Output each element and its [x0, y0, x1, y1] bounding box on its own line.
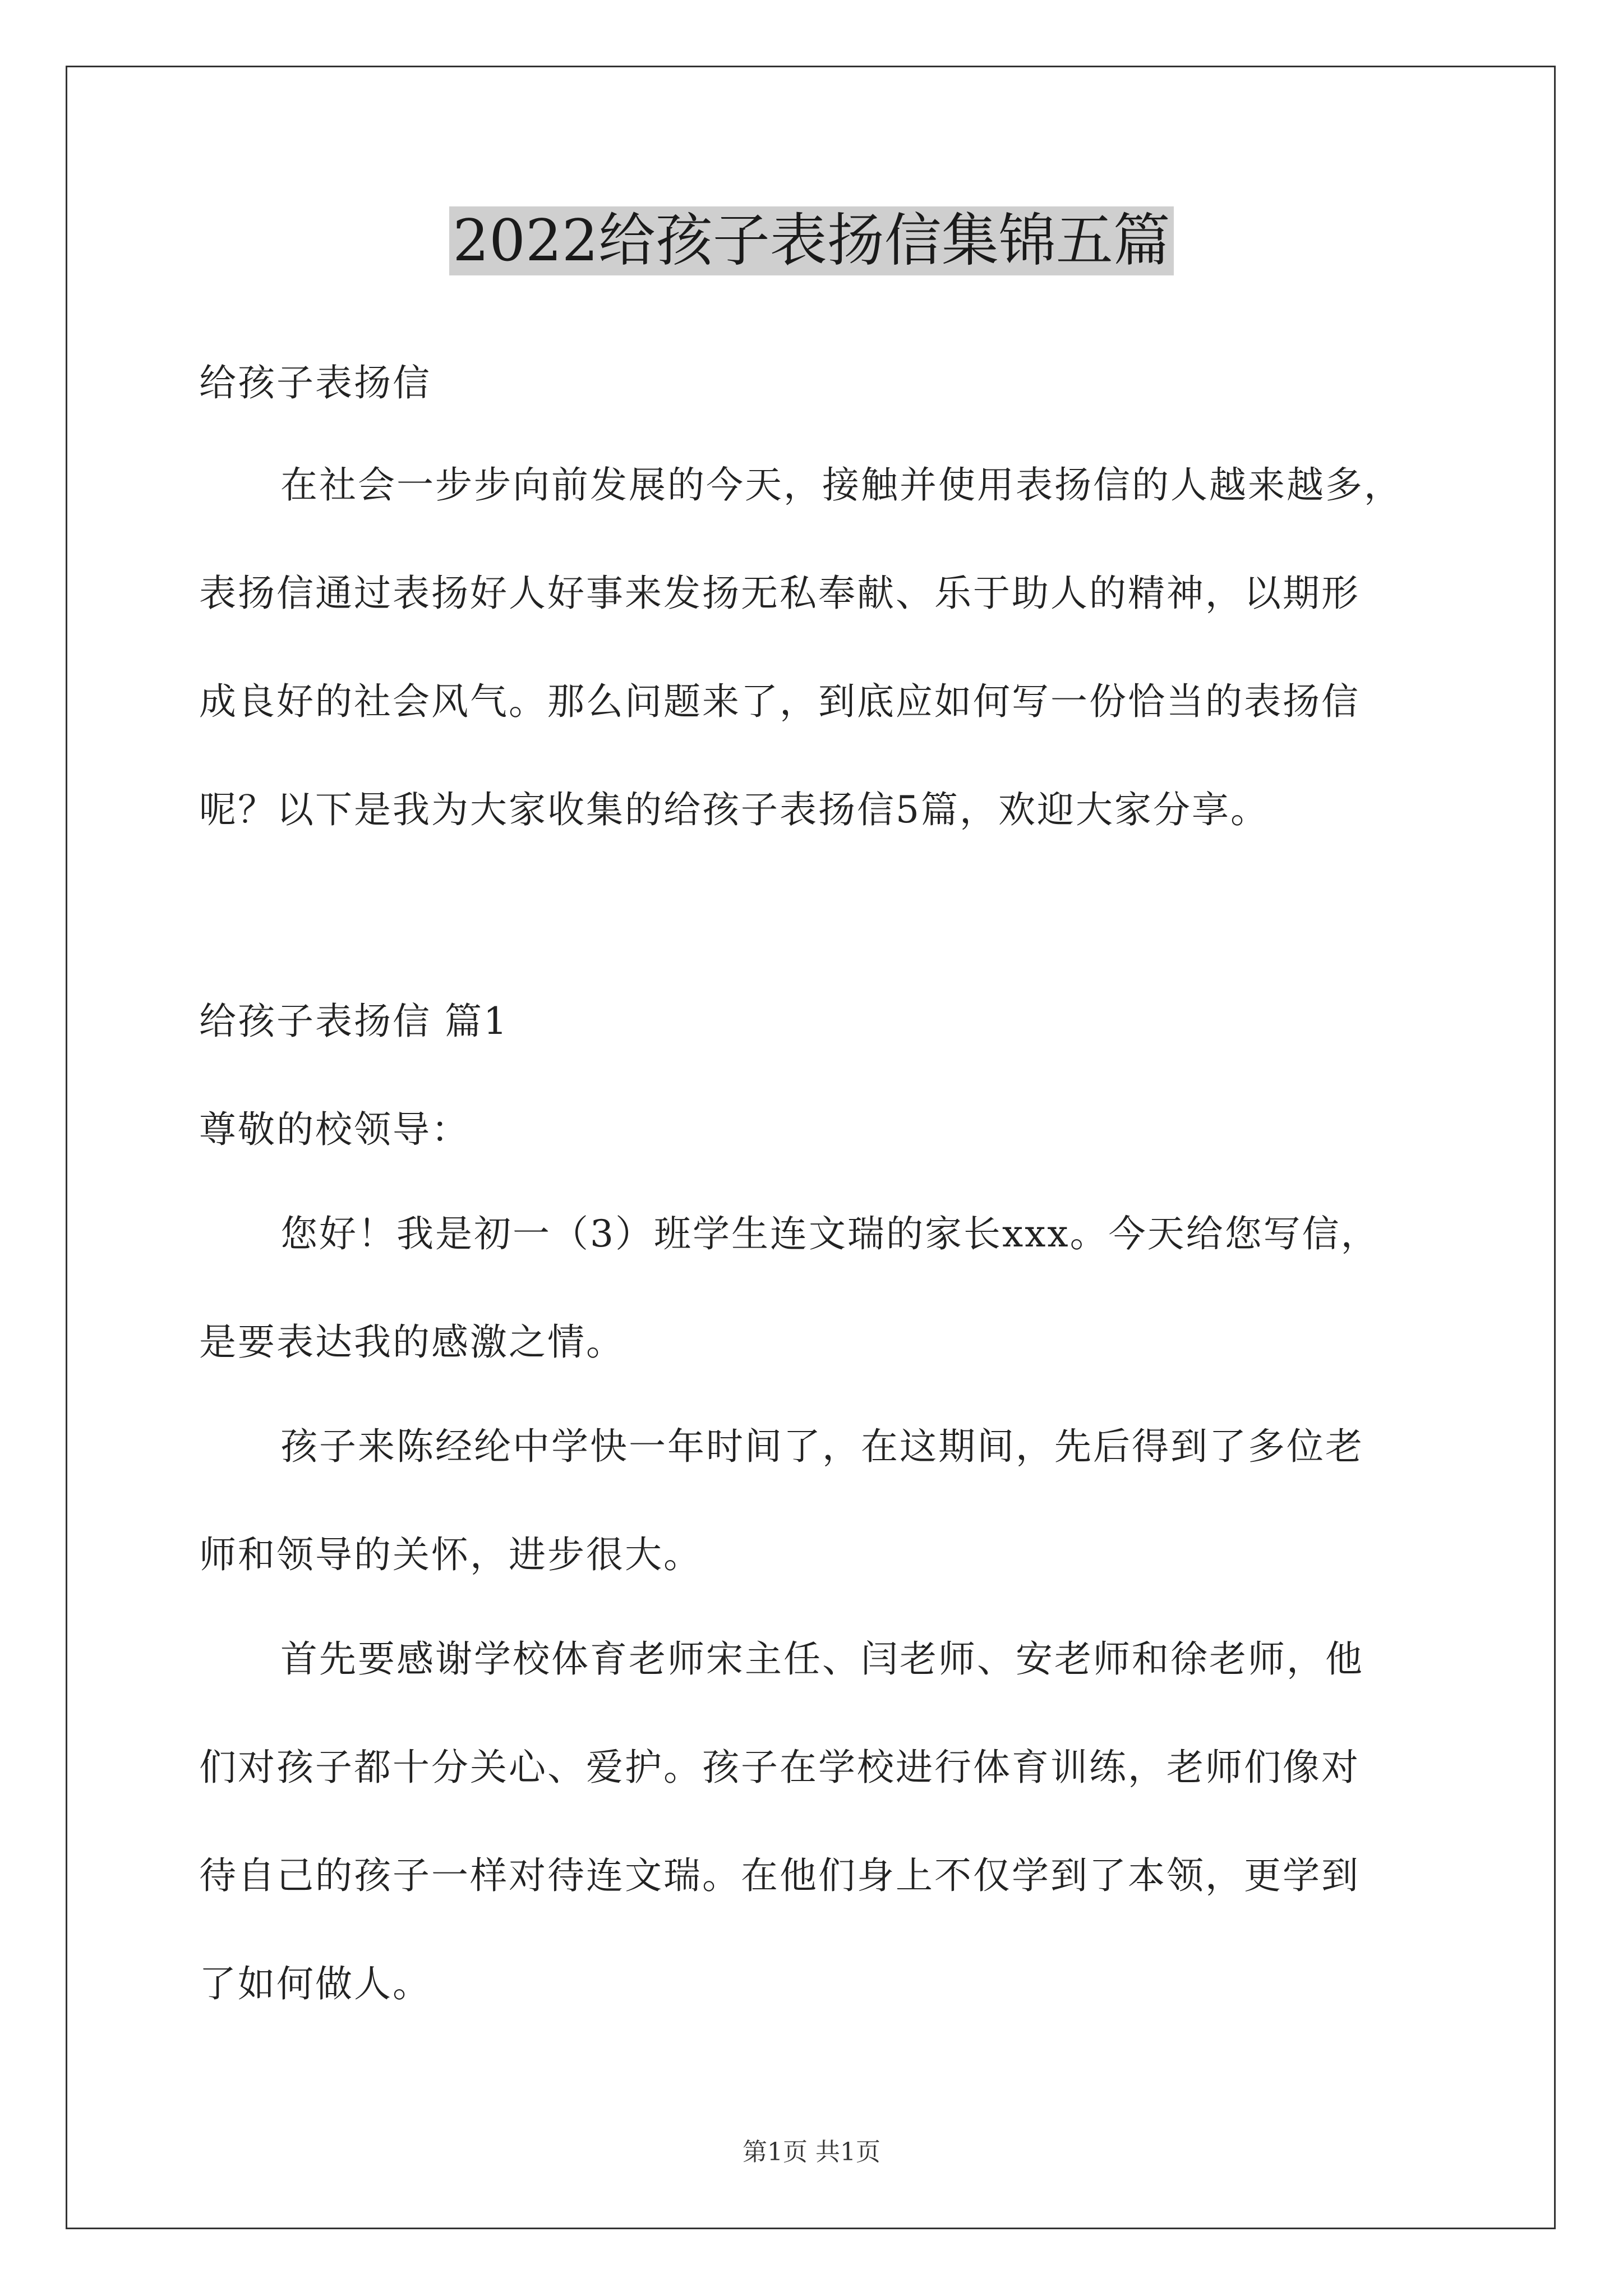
salutation: 尊敬的校领导：	[199, 1108, 470, 1151]
paragraph-line: 孩子来陈经纶中学快一年时间了，在这期间，先后得到了多位老	[280, 1425, 1364, 1468]
document-title: 2022给孩子表扬信集锦五篇	[0, 202, 1623, 280]
paragraph-line: 表扬信通过表扬好人好事来发扬无私奉献、乐于助人的精神，以期形	[199, 572, 1360, 615]
paragraph-line: 在社会一步步向前发展的今天，接触并使用表扬信的人越来越多，	[280, 463, 1403, 507]
paragraph-line: 您好！我是初一（3）班学生连文瑞的家长xxx。今天给您写信，	[280, 1212, 1380, 1255]
paragraph-line: 是要表达我的感激之情。	[199, 1320, 625, 1364]
paragraph-line: 首先要感谢学校体育老师宋主任、闫老师、安老师和徐老师，他	[280, 1637, 1364, 1681]
paragraph-line: 成良好的社会风气。那么问题来了，到底应如何写一份恰当的表扬信	[199, 680, 1360, 723]
paragraph-line: 们对孩子都十分关心、爱护。孩子在学校进行体育训练，老师们像对	[199, 1746, 1360, 1789]
page-footer: 第1页 共1页	[743, 2138, 880, 2166]
section-heading: 给孩子表扬信 篇1	[199, 1000, 509, 1043]
paragraph-line: 师和领导的关怀，进步很大。	[199, 1533, 702, 1576]
paragraph-line: 了如何做人。	[199, 1962, 431, 2005]
paragraph-line: 呢？以下是我为大家收集的给孩子表扬信5篇，欢迎大家分享。	[199, 788, 1269, 831]
paragraph-line: 待自己的孩子一样对待连文瑞。在他们身上不仅学到了本领，更学到	[199, 1854, 1360, 1897]
section-heading: 给孩子表扬信	[199, 361, 431, 404]
